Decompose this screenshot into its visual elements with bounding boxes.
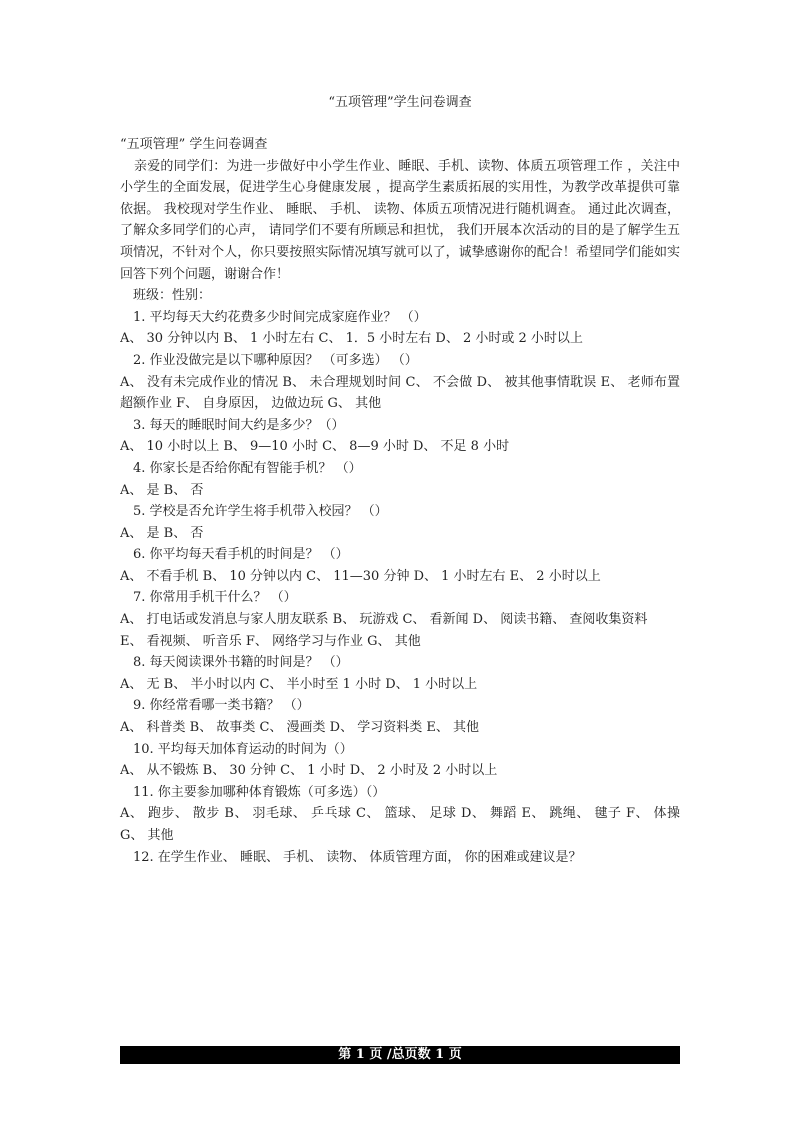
question-10: 10. 平均每天加体育运动的时间为（） bbox=[133, 741, 353, 757]
question-11-options: A、 跑步、 散步 B、 羽毛球、 乒乓球 C、 篮球、 足球 D、 舞蹈 E、 跳绳、 毽子 F、 体操 G、 其他 bbox=[120, 806, 680, 843]
class-gender-field: 班级：性别： bbox=[133, 288, 212, 304]
document-title: “五项管理”学生问卷调查 bbox=[328, 95, 472, 110]
question-2: 2. 作业没做完是以下哪种原因？ （可多选） （） bbox=[133, 352, 418, 368]
question-4-options: A、 是 B、 否 bbox=[120, 482, 204, 498]
question-2-options: A、 没有未完成作业的情况 B、 未合理规划时间 C、 不会做 D、 被其他事情耽误 E、 老师布置超额作业 F、 自身原因， 边做边玩 G、 其他 bbox=[120, 374, 680, 412]
question-1-options: A、 30 分钟以内 B、 1 小时左右 C、 1．5 小时左右 D、 2 小时或 2 小时以上 bbox=[120, 331, 583, 347]
question-12: 12. 在学生作业、 睡眠、 手机、 读物、 体质管理方面， 你的困难或建议是？ bbox=[133, 849, 582, 865]
document-body bbox=[120, 134, 680, 868]
page-footer: 第 1 页 /总页数 1 页 bbox=[120, 1046, 680, 1064]
question-4: 4. 你家长是否给你配有智能手机？ （） bbox=[133, 460, 362, 476]
section-subtitle: “五项管理” 学生问卷调查 bbox=[120, 137, 268, 152]
question-5-options: A、 是 B、 否 bbox=[120, 525, 204, 541]
question-5: 5. 学校是否允许学生将手机带入校园？ （） bbox=[133, 504, 388, 520]
question-7-options-line-1: A、 打电话或发消息与家人朋友联系 B、 玩游戏 C、 看新闻 D、 阅读书籍、 查阅收集资料 bbox=[120, 612, 648, 628]
question-7-options-line-2: E、 看视频、 听音乐 F、 网络学习与作业 G、 其他 bbox=[120, 633, 421, 649]
question-7: 7. 你常用手机干什么？ （） bbox=[133, 590, 297, 606]
question-8: 8. 每天阅读课外书籍的时间是？ （） bbox=[133, 655, 349, 671]
question-6-options: A、 不看手机 B、 10 分钟以内 C、 11—30 分钟 D、 1 小时左右 E、 2 小时以上 bbox=[120, 568, 601, 584]
intro-paragraph: 亲爱的同学们：为进一步做好中小学生作业、睡眠、手机、读物、体质五项管理工作 ，关注中小学生的全面发展，促进学生心身健康发展 ，提高学生素质拓展的实用性，为教学改革提供可靠依据。 我校现对学生作业、 睡眠、 手机、 读物、体质五项情况进行随机调查。 通过此次调查，了解众多同学们的心声， 请同学们不要有所顾忌和担忧， 我们开展本次活动的目的是了解学生五项情况，不针对个人，你只要按照实际情况填写就可以了，诚挚感谢你的配合！希望同学们能如实回答下列个问题，谢谢合作！ bbox=[120, 158, 680, 282]
question-9: 9. 你经常看哪一类书籍？ （） bbox=[133, 698, 310, 714]
question-9-options: A、 科普类 B、 故事类 C、 漫画类 D、 学习资料类 E、 其他 bbox=[120, 720, 479, 736]
question-8-options: A、 无 B、 半小时以内 C、 半小时至 1 小时 D、 1 小时以上 bbox=[120, 676, 478, 692]
question-1: 1. 平均每天大约花费多少时间完成家庭作业？ （） bbox=[133, 309, 427, 325]
question-6: 6. 你平均每天看手机的时间是？ （） bbox=[133, 547, 349, 563]
question-11: 11. 你主要参加哪种体育锻炼（可多选）（） bbox=[133, 784, 386, 800]
question-10-options: A、 从不锻炼 B、 30 分钟 C、 1 小时 D、 2 小时及 2 小时以上 bbox=[120, 763, 498, 779]
question-3-options: A、 10 小时以上 B、 9—10 小时 C、 8—9 小时 D、 不足 8 小时 bbox=[120, 439, 510, 455]
question-3: 3. 每天的睡眠时间大约是多少？（） bbox=[133, 417, 345, 433]
